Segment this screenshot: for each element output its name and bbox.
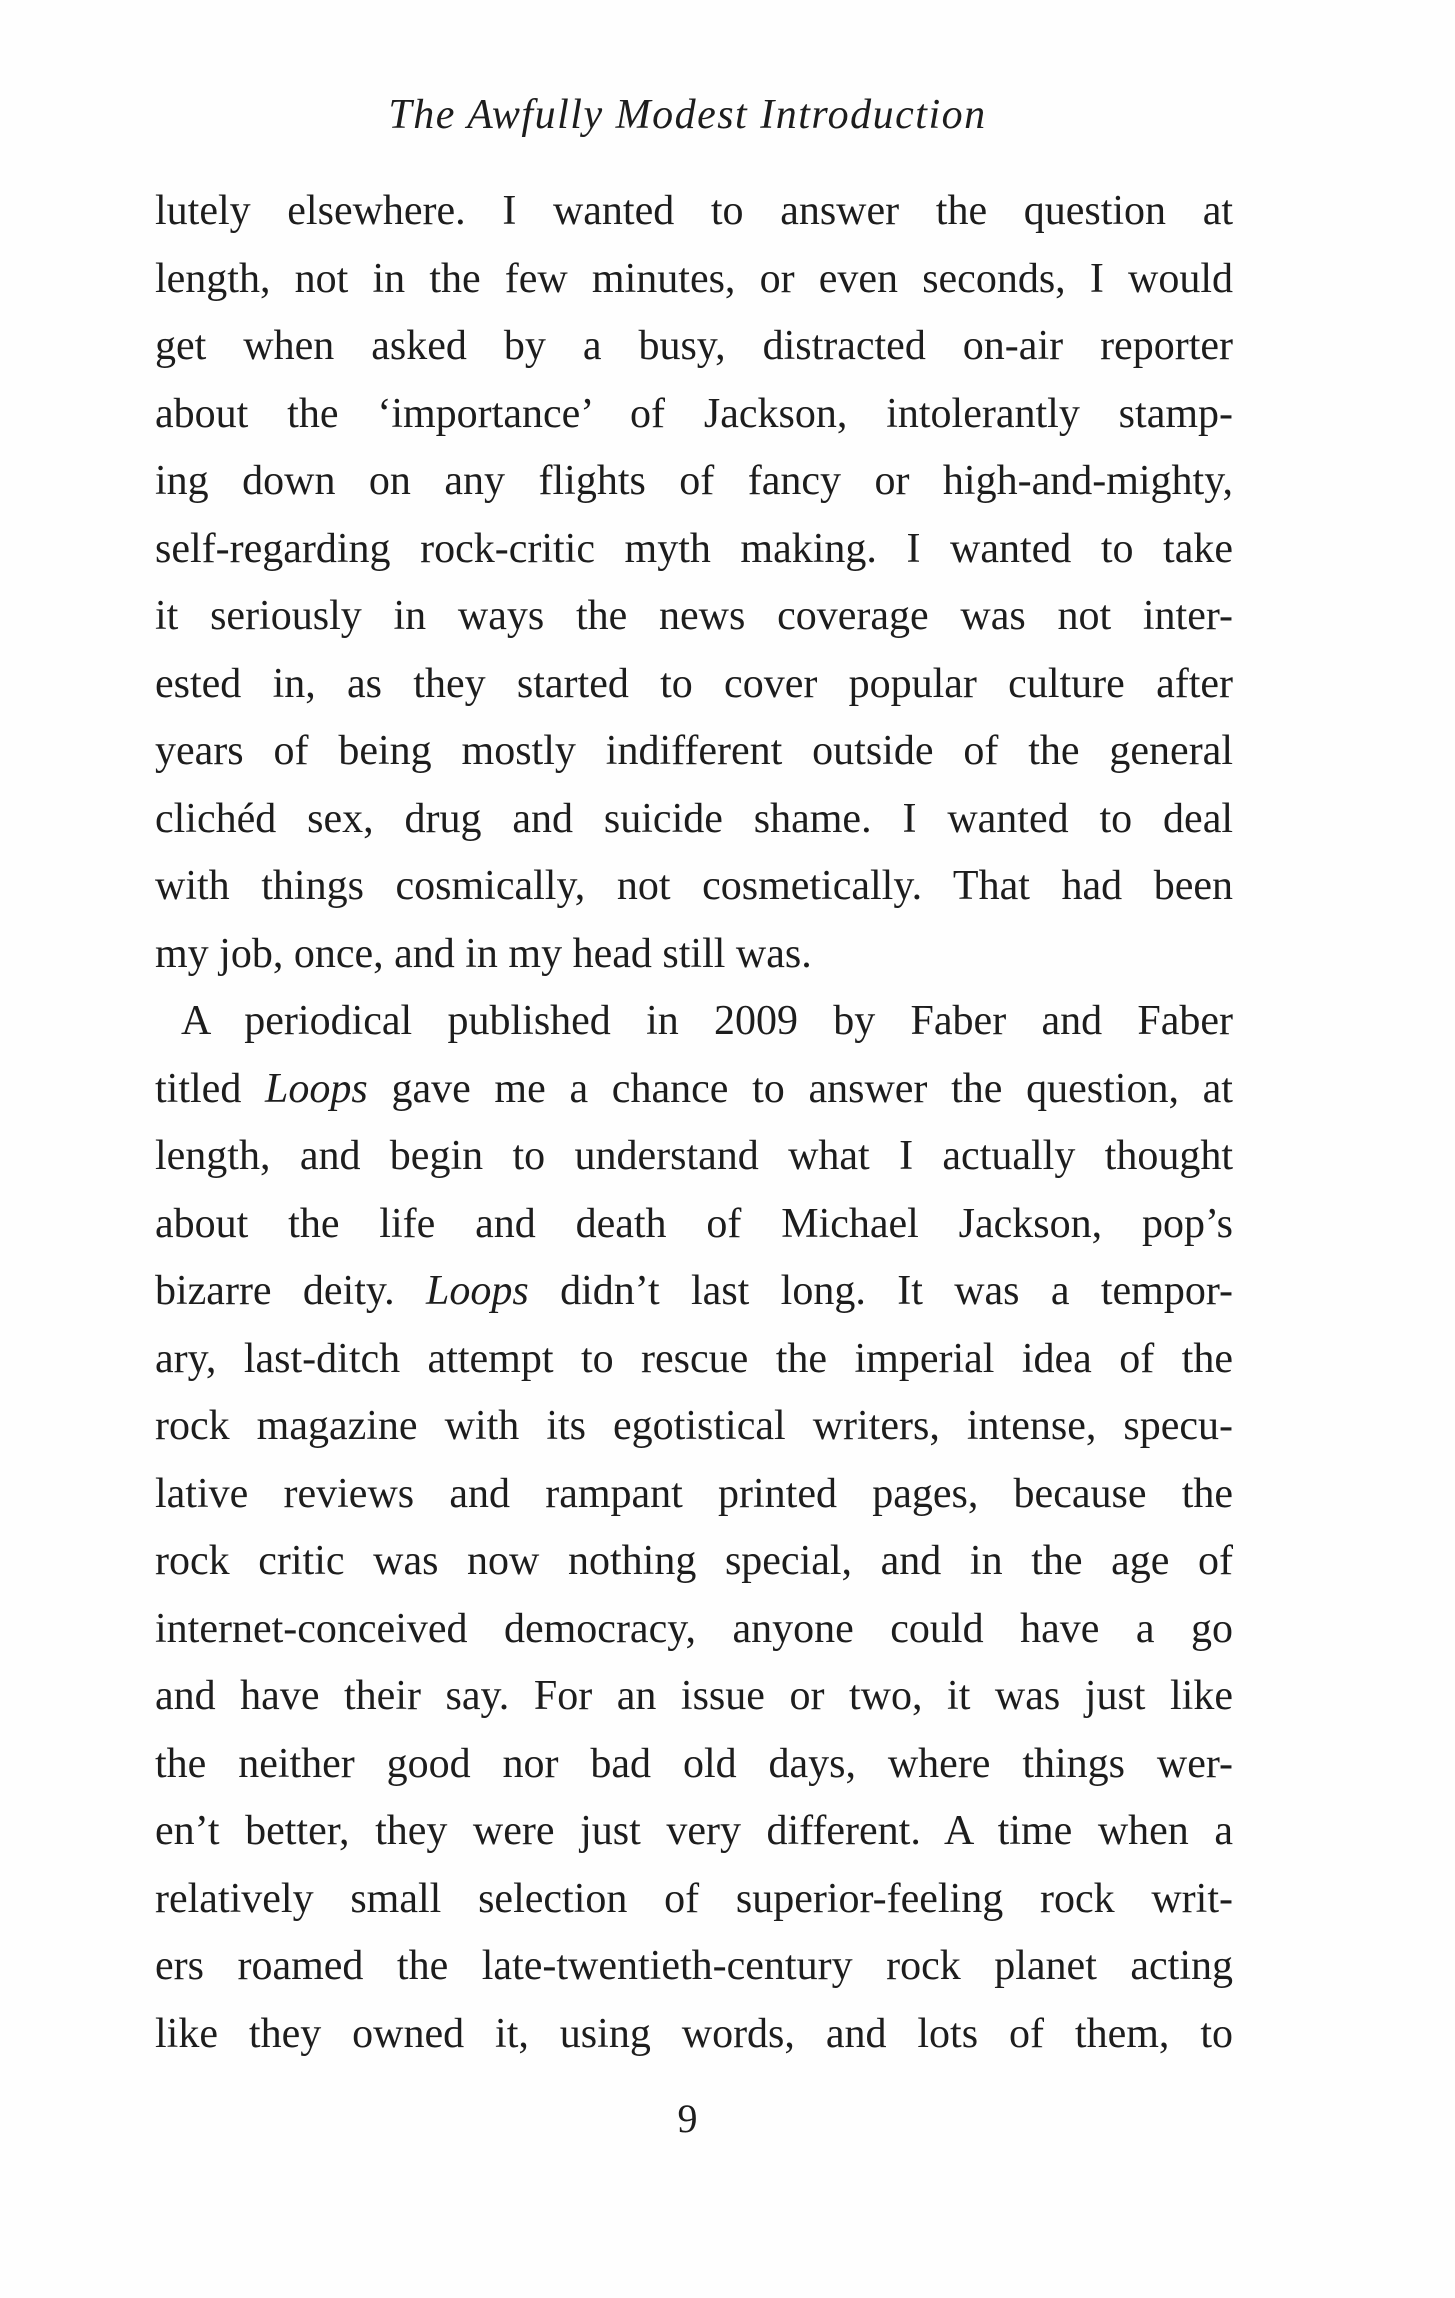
- text-run: the neither good nor bad old days, where things wer-: [155, 1740, 1233, 1787]
- text-line: [155, 988, 1233, 1056]
- text-line: [155, 1191, 1233, 1259]
- text-line: [155, 178, 1233, 246]
- text-run: rock critic was now nothing special, and in the age of: [155, 1538, 1233, 1584]
- text-line: [155, 921, 1233, 989]
- text-run: internet-conceived democracy, anyone could have a go: [155, 1605, 1233, 1652]
- italic-title: Loops: [265, 1065, 368, 1112]
- text-line: [155, 448, 1233, 516]
- text-line: [155, 1663, 1233, 1731]
- text-line: [155, 1056, 1233, 1124]
- text-run: en’t better, they were just very different. A time when a: [155, 1808, 1233, 1854]
- text-line: [155, 1798, 1233, 1866]
- paragraph: [155, 178, 1233, 988]
- text-run: it seriously in ways the news coverage was not inter-: [155, 593, 1233, 639]
- text-run: self-regarding rock-critic myth making. I wanted to take: [155, 525, 1233, 572]
- text-run: didn’t last long. It was a tempor-: [528, 1268, 1233, 1314]
- text-line: [155, 1596, 1233, 1664]
- text-run: rock magazine with its egotistical writers, intense, specu-: [155, 1403, 1233, 1449]
- text-line: [155, 583, 1233, 651]
- text-run: A periodical published in 2009 by Faber and Faber: [181, 998, 1233, 1044]
- text-line: [155, 1393, 1233, 1461]
- text-run: length, and begin to understand what I actually thought: [155, 1133, 1233, 1179]
- text-run: length, not in the few minutes, or even seconds, I would: [155, 255, 1233, 302]
- text-line: [155, 1123, 1233, 1191]
- text-run: ested in, as they started to cover popular culture after: [155, 660, 1233, 707]
- italic-title: Loops: [426, 1268, 529, 1314]
- text-line: [155, 1731, 1233, 1799]
- text-run: and have their say. For an issue or two, it was just like: [155, 1673, 1233, 1719]
- text-line: [155, 853, 1233, 921]
- text-line: [155, 1258, 1233, 1326]
- body-text: [155, 178, 1233, 2068]
- paragraph: [155, 988, 1233, 2068]
- text-run: get when asked by a busy, distracted on-air reporter: [155, 323, 1233, 369]
- text-line: [155, 718, 1233, 786]
- text-line: [155, 516, 1233, 584]
- text-run: about the ‘importance’ of Jackson, intolerantly stamp-: [155, 390, 1233, 437]
- text-run: lative reviews and rampant printed pages, because the: [155, 1470, 1233, 1517]
- text-line: [155, 1326, 1233, 1394]
- page-number: 9: [677, 2096, 698, 2141]
- text-line: [155, 381, 1233, 449]
- text-line: [155, 1933, 1233, 2001]
- text-line: [155, 313, 1233, 381]
- text-run: titled: [155, 1065, 266, 1112]
- text-line: [155, 1461, 1233, 1529]
- text-run: lutely elsewhere. I wanted to answer the question at: [155, 188, 1233, 234]
- text-run: with things cosmically, not cosmetically. That had been: [155, 863, 1233, 909]
- text-line: [155, 246, 1233, 314]
- text-line: [155, 651, 1233, 719]
- text-run: like they owned it, using words, and lots of them, to: [155, 2010, 1233, 2057]
- text-line: [155, 786, 1233, 854]
- text-line: [155, 2001, 1233, 2069]
- text-run: ary, last-ditch attempt to rescue the imperial idea of the: [155, 1335, 1233, 1382]
- text-line: [155, 1866, 1233, 1934]
- text-run: ers roamed the late-twentieth-century rock planet acting: [155, 1943, 1233, 1989]
- text-run: gave me a chance to answer the question, at: [367, 1065, 1233, 1112]
- text-run: my job, once, and in my head still was.: [155, 930, 812, 977]
- text-run: about the life and death of Michael Jackson, pop’s: [155, 1200, 1233, 1247]
- text-run: clichéd sex, drug and suicide shame. I wanted to deal: [155, 795, 1233, 842]
- running-head: The Awfully Modest Introduction: [388, 92, 987, 138]
- text-run: years of being mostly indifferent outside of the general: [155, 728, 1233, 774]
- text-run: relatively small selection of superior-feeling rock writ-: [155, 1875, 1233, 1922]
- text-run: ing down on any flights of fancy or high-and-mighty,: [155, 458, 1233, 504]
- text-line: [155, 1528, 1233, 1596]
- text-run: bizarre deity.: [155, 1268, 427, 1314]
